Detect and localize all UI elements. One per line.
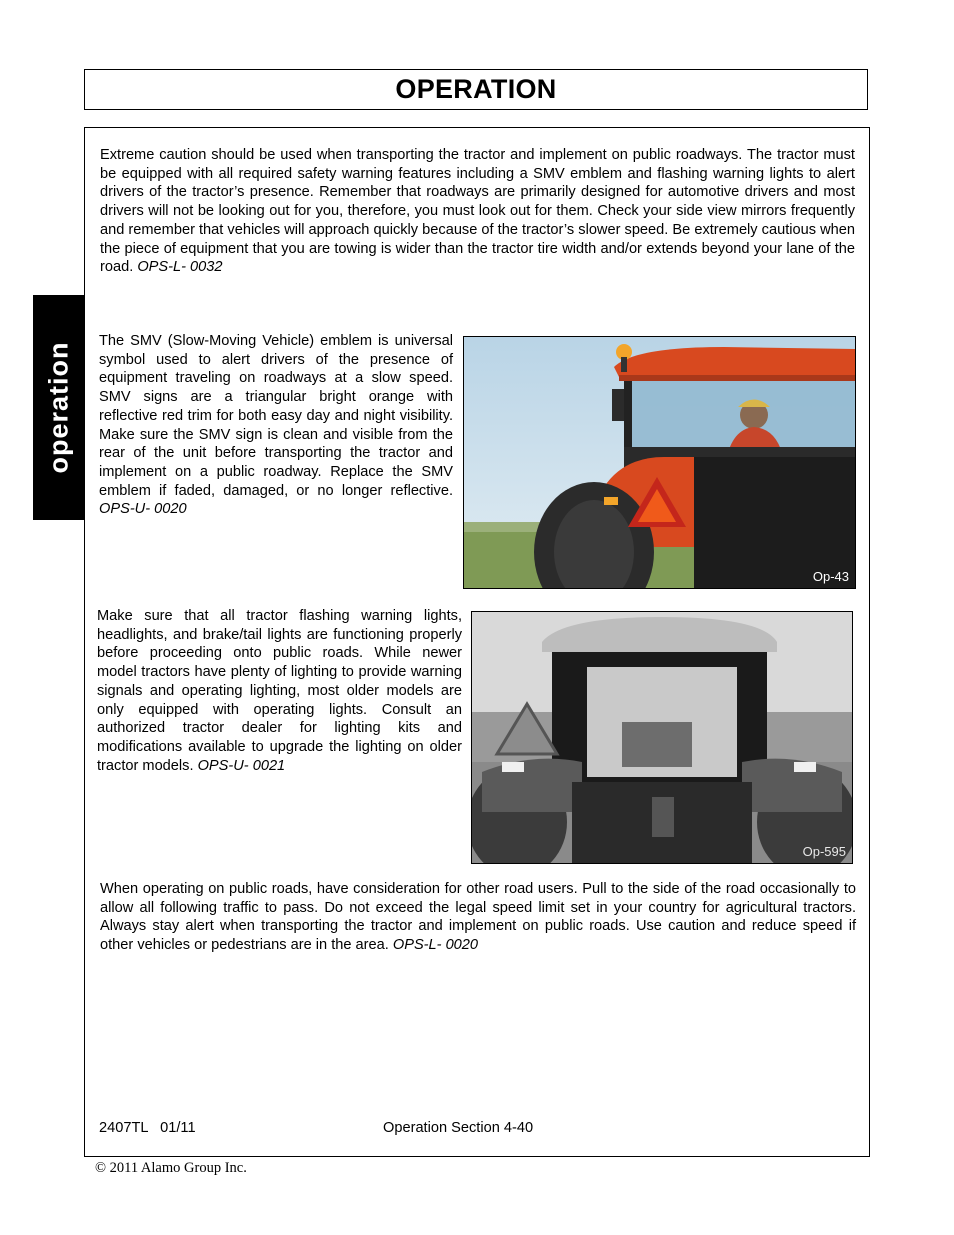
tractor-rear-illustration (464, 337, 855, 588)
smv-emblem-paragraph (99, 332, 453, 519)
tractor-rear-smv-photo (463, 336, 856, 589)
ops-code: OPS-L- 0020 (392, 937, 479, 954)
side-tab-label: operation (43, 341, 74, 474)
photo-label: Op-595 (802, 844, 846, 859)
tractor-rear-bw-illustration (472, 612, 852, 863)
paragraph-text: Extreme caution should be used when transporting the tractor and implement on public roadways. The tractor must be equipped with all required safety warning features including a SMV emblem and flashing warning lights to alert drivers of the tractor’s presence. Remember that roadways are primarily designed for automotive drivers and most drivers will not be looking out for you, therefore, you must look out for them. Check your side view mirrors frequently and remember that vehicles will approach quickly because of the tractor’s slower speed. Be extremely cautious when the piece of equipment that you are towing is wider than the tractor tire width and/or extends beyond your lane of the road. (100, 147, 855, 276)
footer-model: 2407TL 01/11 (99, 1120, 196, 1136)
road-consideration-paragraph (100, 880, 856, 955)
transport-caution-paragraph (100, 146, 855, 277)
tractor-rear-lights-photo (471, 611, 853, 864)
copyright: © 2011 Alamo Group Inc. (95, 1160, 247, 1176)
ops-code: OPS-U- 0020 (99, 501, 187, 518)
ops-code: OPS-U- 0021 (197, 757, 286, 774)
paragraph-text: The SMV (Slow-Moving Vehicle) emblem is universal symbol used to alert drivers of the presence of equipment traveling on roadways at a slow speed. SMV signs are a triangular bright orange with reflective red trim for both easy day and night visibility. Make sure the SMV sign is clean and visible from the rear of the unit before transporting the tractor and implement on a public roadway. Replace the SMV emblem if faded, damaged, or no longer reflective. (99, 333, 453, 499)
lighting-paragraph (97, 607, 462, 775)
paragraph-text: Make sure that all tractor flashing warning lights, headlights, and brake/tail lights are functioning properly before proceeding onto public roads. While newer model tractors have plenty of lighting to provide warning signals and operating lighting, most older models are only equipped with operating lights. Consult an authorized tractor dealer for lighting kits and modifications available to upgrade the lighting on older tractor models. (97, 608, 462, 774)
section-side-tab (33, 295, 84, 520)
ops-code: OPS-L- 0032 (137, 259, 223, 276)
page-header (84, 69, 868, 110)
footer-section: Operation Section 4-40 (383, 1120, 534, 1136)
paragraph-text: When operating on public roads, have consideration for other road users. Pull to the side of the road occasionally to allow all following traffic to pass. Do not exceed the legal speed limit set in your country for agricultural tractors. Always stay alert when transporting the tractor and implement on public roads. Use caution and reduce speed if other vehicles or pedestrians are in the area. (100, 881, 856, 954)
page-title: OPERATION (395, 74, 557, 104)
photo-label: Op-43 (812, 569, 849, 584)
